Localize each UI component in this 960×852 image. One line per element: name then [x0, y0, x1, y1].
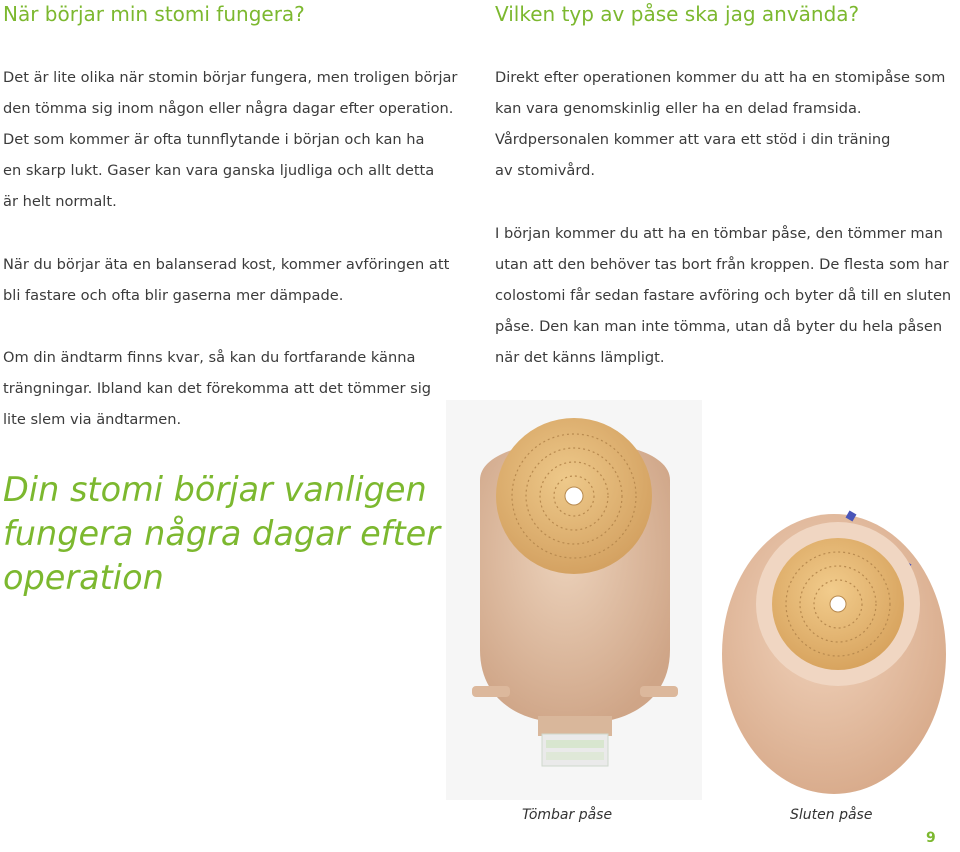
- text-line: en skarp lukt. Gaser kan vara ganska ljudliga och allt detta: [3, 162, 435, 179]
- right-paragraph-1: [495, 62, 945, 186]
- text-line: är helt normalt.: [3, 193, 117, 210]
- pull-quote: [3, 468, 440, 600]
- text-line: Om din ändtarm finns kvar, så kan du fortfarande känna: [3, 349, 416, 366]
- left-paragraph-3: [3, 342, 431, 435]
- closed-caption: Sluten påse: [790, 807, 873, 823]
- text-line: bli fastare och ofta blir gaserna mer dämpade.: [3, 287, 344, 304]
- right-paragraph-2: [495, 218, 951, 373]
- text-line: Direkt efter operationen kommer du att ha en stomipåse som: [495, 69, 946, 86]
- text-line: lite slem via ändtarmen.: [3, 411, 182, 428]
- text-line: kan vara genomskinlig eller ha en delad framsida.: [495, 100, 862, 117]
- drainable-caption: Tömbar påse: [522, 807, 613, 823]
- pull-quote-line: Din stomi börjar vanligen: [3, 470, 427, 509]
- drainable-pouch-image: [446, 400, 702, 800]
- pull-quote-line: fungera några dagar efter: [3, 514, 440, 553]
- left-paragraph-1: [3, 62, 457, 217]
- text-line: påse. Den kan man inte tömma, utan då byter du hela påsen: [495, 318, 943, 335]
- text-line: utan att den behöver tas bort från kroppen. De flesta som har: [495, 256, 949, 273]
- text-line: Vårdpersonalen kommer att vara ett stöd i din träning: [495, 131, 891, 148]
- right-heading: Vilken typ av påse ska jag använda?: [495, 2, 860, 26]
- text-line: när det känns lämpligt.: [495, 349, 665, 366]
- text-line: Det som kommer är ofta tunnflytande i början och kan ha: [3, 131, 425, 148]
- left-heading: När börjar min stomi fungera?: [3, 2, 305, 26]
- text-line: Det är lite olika när stomin börjar fungera, men troligen börjar: [3, 69, 458, 86]
- page-number: 9: [926, 830, 936, 846]
- text-line: colostomi får sedan fastare avföring och byter då till en sluten: [495, 287, 952, 304]
- text-line: av stomivård.: [495, 162, 595, 179]
- left-paragraph-2: [3, 249, 449, 311]
- text-line: När du börjar äta en balanserad kost, kommer avföringen att: [3, 256, 450, 273]
- text-line: den tömma sig inom någon eller några dagar efter operation.: [3, 100, 454, 117]
- closed-pouch-image: [712, 492, 960, 802]
- pull-quote-line: operation: [3, 558, 164, 597]
- text-line: I början kommer du att ha en tömbar påse, den tömmer man: [495, 225, 943, 242]
- text-line: trängningar. Ibland kan det förekomma att det tömmer sig: [3, 380, 432, 397]
